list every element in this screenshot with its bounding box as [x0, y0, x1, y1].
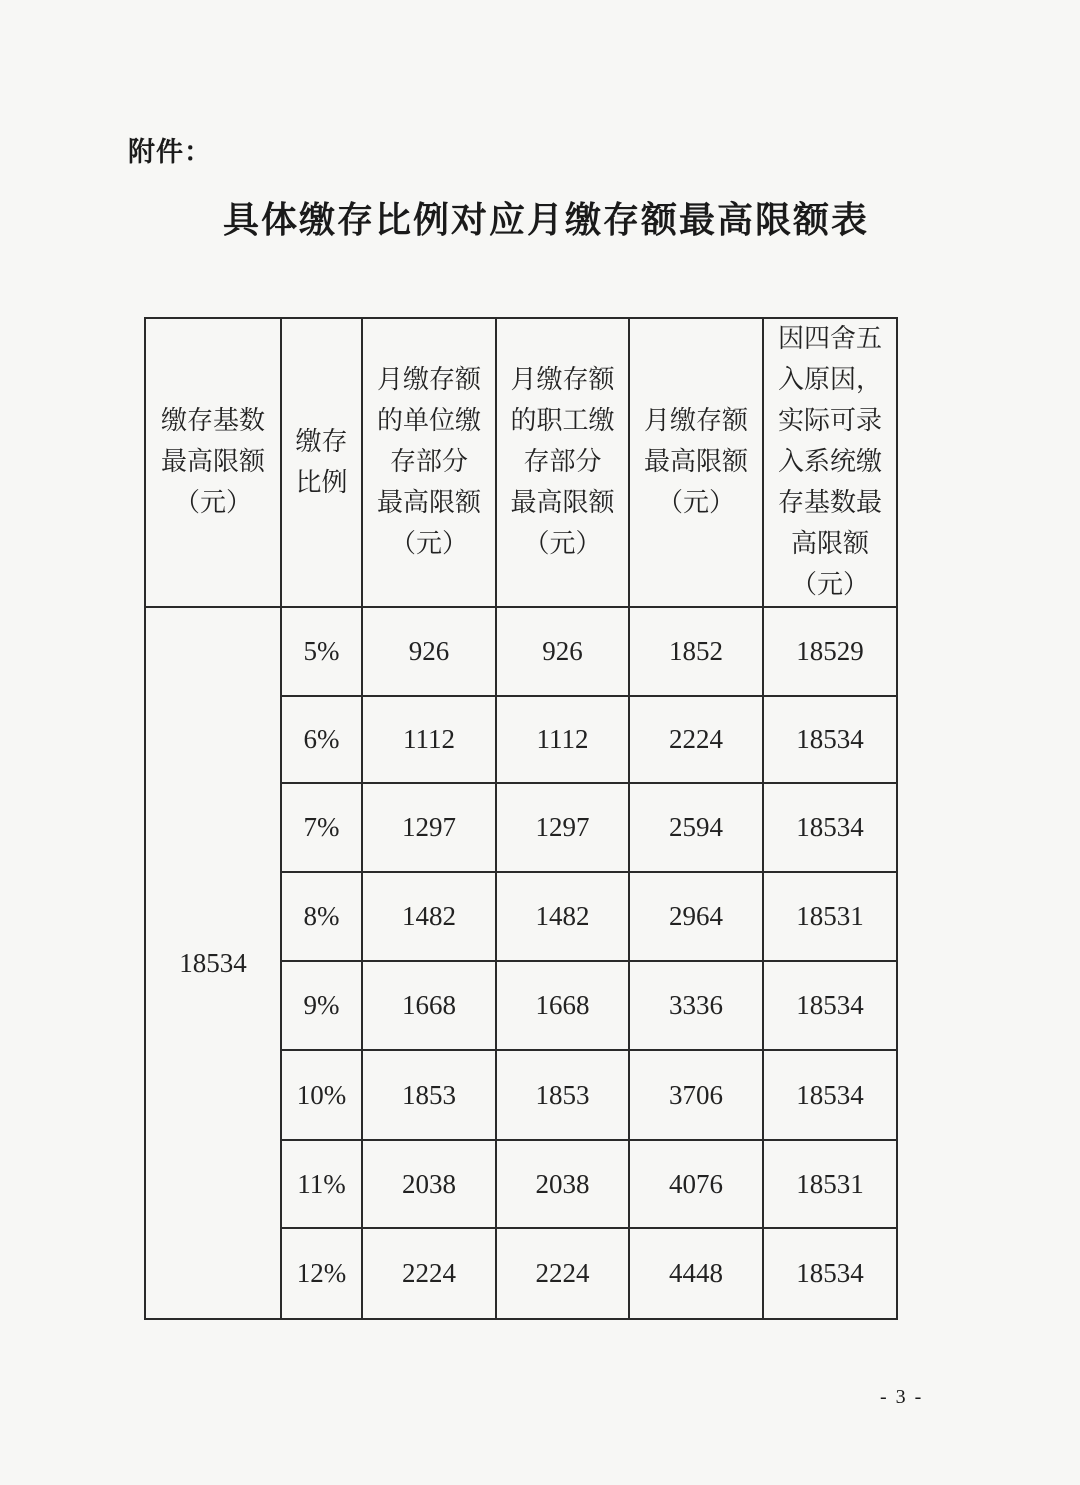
unit-part-cell: 926: [362, 607, 496, 696]
table-header-row: [145, 318, 897, 607]
unit-part-cell: 1668: [362, 961, 496, 1050]
attachment-label: 附件：: [128, 137, 212, 168]
unit-part-cell: 1297: [362, 783, 496, 872]
ratio-cell: 8%: [281, 872, 362, 961]
ratio-cell: 12%: [281, 1228, 362, 1319]
document-title: 具体缴存比例对应月缴存额最高限额表: [222, 200, 869, 241]
employee-part-cell: 1112: [496, 696, 629, 783]
employee-part-cell: 1297: [496, 783, 629, 872]
monthly-total-cell: 4076: [629, 1140, 763, 1228]
ratio-cell: 9%: [281, 961, 362, 1050]
employee-part-cell: 1668: [496, 961, 629, 1050]
employee-part-cell: 1853: [496, 1050, 629, 1140]
employee-part-cell: 2038: [496, 1140, 629, 1228]
monthly-total-cell: 2224: [629, 696, 763, 783]
page-number: - 3 -: [880, 1386, 924, 1408]
monthly-total-cell: 3336: [629, 961, 763, 1050]
unit-part-cell: 1482: [362, 872, 496, 961]
monthly-total-cell: 4448: [629, 1228, 763, 1319]
actual-base-cell: 18534: [763, 961, 897, 1050]
employee-part-cell: 2224: [496, 1228, 629, 1319]
actual-base-cell: 18534: [763, 783, 897, 872]
unit-part-cell: 2038: [362, 1140, 496, 1228]
base-limit-cell: 18534: [145, 607, 281, 1319]
header-unit-part: 月缴存额 的单位缴 存部分 最高限额 （元）: [362, 318, 496, 607]
unit-part-cell: 1853: [362, 1050, 496, 1140]
actual-base-cell: 18531: [763, 1140, 897, 1228]
ratio-cell: 7%: [281, 783, 362, 872]
actual-base-cell: 18534: [763, 696, 897, 783]
unit-part-cell: 1112: [362, 696, 496, 783]
header-actual-base: 因四舍五 入原因， 实际可录 入系统缴 存基数最 高限额 （元）: [763, 318, 897, 607]
monthly-total-cell: 2964: [629, 872, 763, 961]
ratio-cell: 11%: [281, 1140, 362, 1228]
employee-part-cell: 1482: [496, 872, 629, 961]
actual-base-cell: 18529: [763, 607, 897, 696]
monthly-total-cell: 3706: [629, 1050, 763, 1140]
header-ratio: 缴存 比例: [281, 318, 362, 607]
header-employee-part: 月缴存额 的职工缴 存部分 最高限额 （元）: [496, 318, 629, 607]
employee-part-cell: 926: [496, 607, 629, 696]
unit-part-cell: 2224: [362, 1228, 496, 1319]
ratio-cell: 10%: [281, 1050, 362, 1140]
actual-base-cell: 18534: [763, 1050, 897, 1140]
ratio-cell: 5%: [281, 607, 362, 696]
header-base-limit: 缴存基数 最高限额 （元）: [145, 318, 281, 607]
ratio-cell: 6%: [281, 696, 362, 783]
actual-base-cell: 18531: [763, 872, 897, 961]
actual-base-cell: 18534: [763, 1228, 897, 1319]
monthly-total-cell: 1852: [629, 607, 763, 696]
table-row: [145, 607, 897, 696]
header-monthly-total: 月缴存额 最高限额 （元）: [629, 318, 763, 607]
monthly-total-cell: 2594: [629, 783, 763, 872]
contribution-limit-table: [144, 317, 898, 1320]
